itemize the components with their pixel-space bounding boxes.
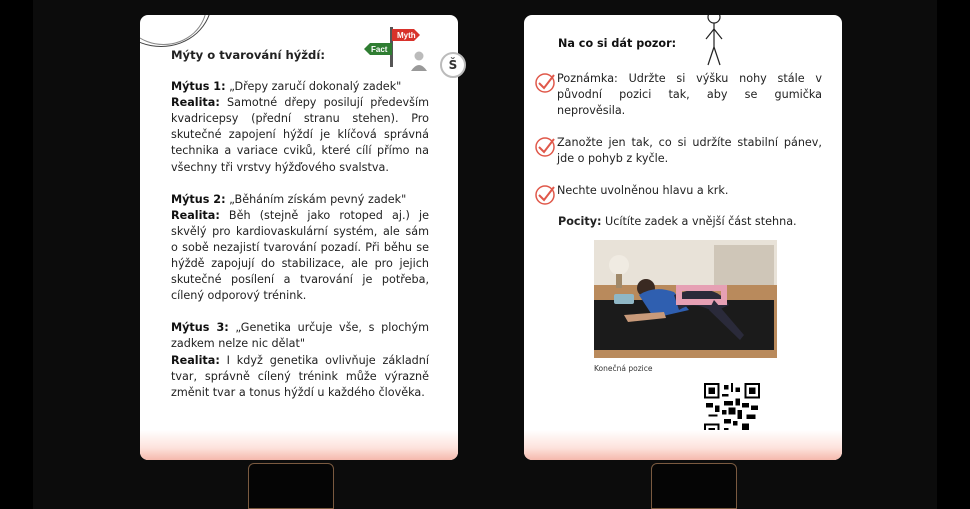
section-heading: Na co si dát pozor: <box>558 37 677 50</box>
exercise-photo <box>594 240 777 358</box>
page-footer-gradient <box>524 430 842 460</box>
scroll-button[interactable]: Š <box>440 52 466 78</box>
sign-fact-text: Fact <box>371 45 388 54</box>
myths-text-block <box>171 47 429 401</box>
sign-myth-text: Myth <box>397 31 416 40</box>
checkmark-icon <box>534 135 556 157</box>
pocity-line: Pocity: Ucítíte zadek a vnější část stehna. <box>558 215 797 228</box>
photo-caption: Konečná pozice <box>594 364 653 373</box>
reality-2: Realita: Běh (stejně jako rotoped aj.) je skvělý pro kardiovaskulární systém, ale sám o sobě nezajistí tvarování pozadí. Při běhu se hýždě zapojují do stabilizace, ale pro jejich skutečné posílení a tvarování je potřeba, cílený odporový trénink. <box>171 208 429 303</box>
page-title: Mýty o tvarování hýždí: <box>171 48 325 62</box>
checkmark-icon <box>534 183 556 205</box>
decorative-swirl-inner <box>140 15 207 45</box>
page-thumbnail-1[interactable] <box>248 463 334 509</box>
page-thumbnail-2[interactable] <box>651 463 737 509</box>
reality-3: Realita: I když genetika ovlivňuje základní tvar, správně cílený trénink může výrazně změnit tvar a tonus hýždí u každého člověka. <box>171 353 429 399</box>
myth-2: Mýtus 2: „Běháním získám pevný zadek" <box>171 192 407 206</box>
reality-1: Realita: Samotné dřepy posilují především kvadricepsy (přední stranu stehen). Pro skutečné zapojení hýždí je klíčová správná technika a variace cviků, které cílí přímo na všechny tři vrstvy hýžďového svalstva. <box>171 96 429 174</box>
checkmark-icon <box>534 71 556 93</box>
myth-1: Mýtus 1: „Dřepy zaručí dokonalý zadek" <box>171 80 402 94</box>
page-footer-gradient <box>140 430 458 460</box>
stick-figure-icon <box>702 15 726 69</box>
right-page: Na co si dát pozor: Poznámka: Udržte si výšku nohy stále v původní pozici tak, aby se gumička neprověsila. Zanožte jen tak, co si udržíte stabilní pánev, jde o pohyb z kyčle. Nechte uvolněnou hlavu a krk. Pocity: Ucítíte zadek a vnější část stehna. Konečná pozice <box>524 15 842 460</box>
myth-3: Mýtus 3: „Genetika určuje vše, s plochým zadkem nelze nic dělat" <box>171 321 429 351</box>
left-page <box>140 15 458 460</box>
